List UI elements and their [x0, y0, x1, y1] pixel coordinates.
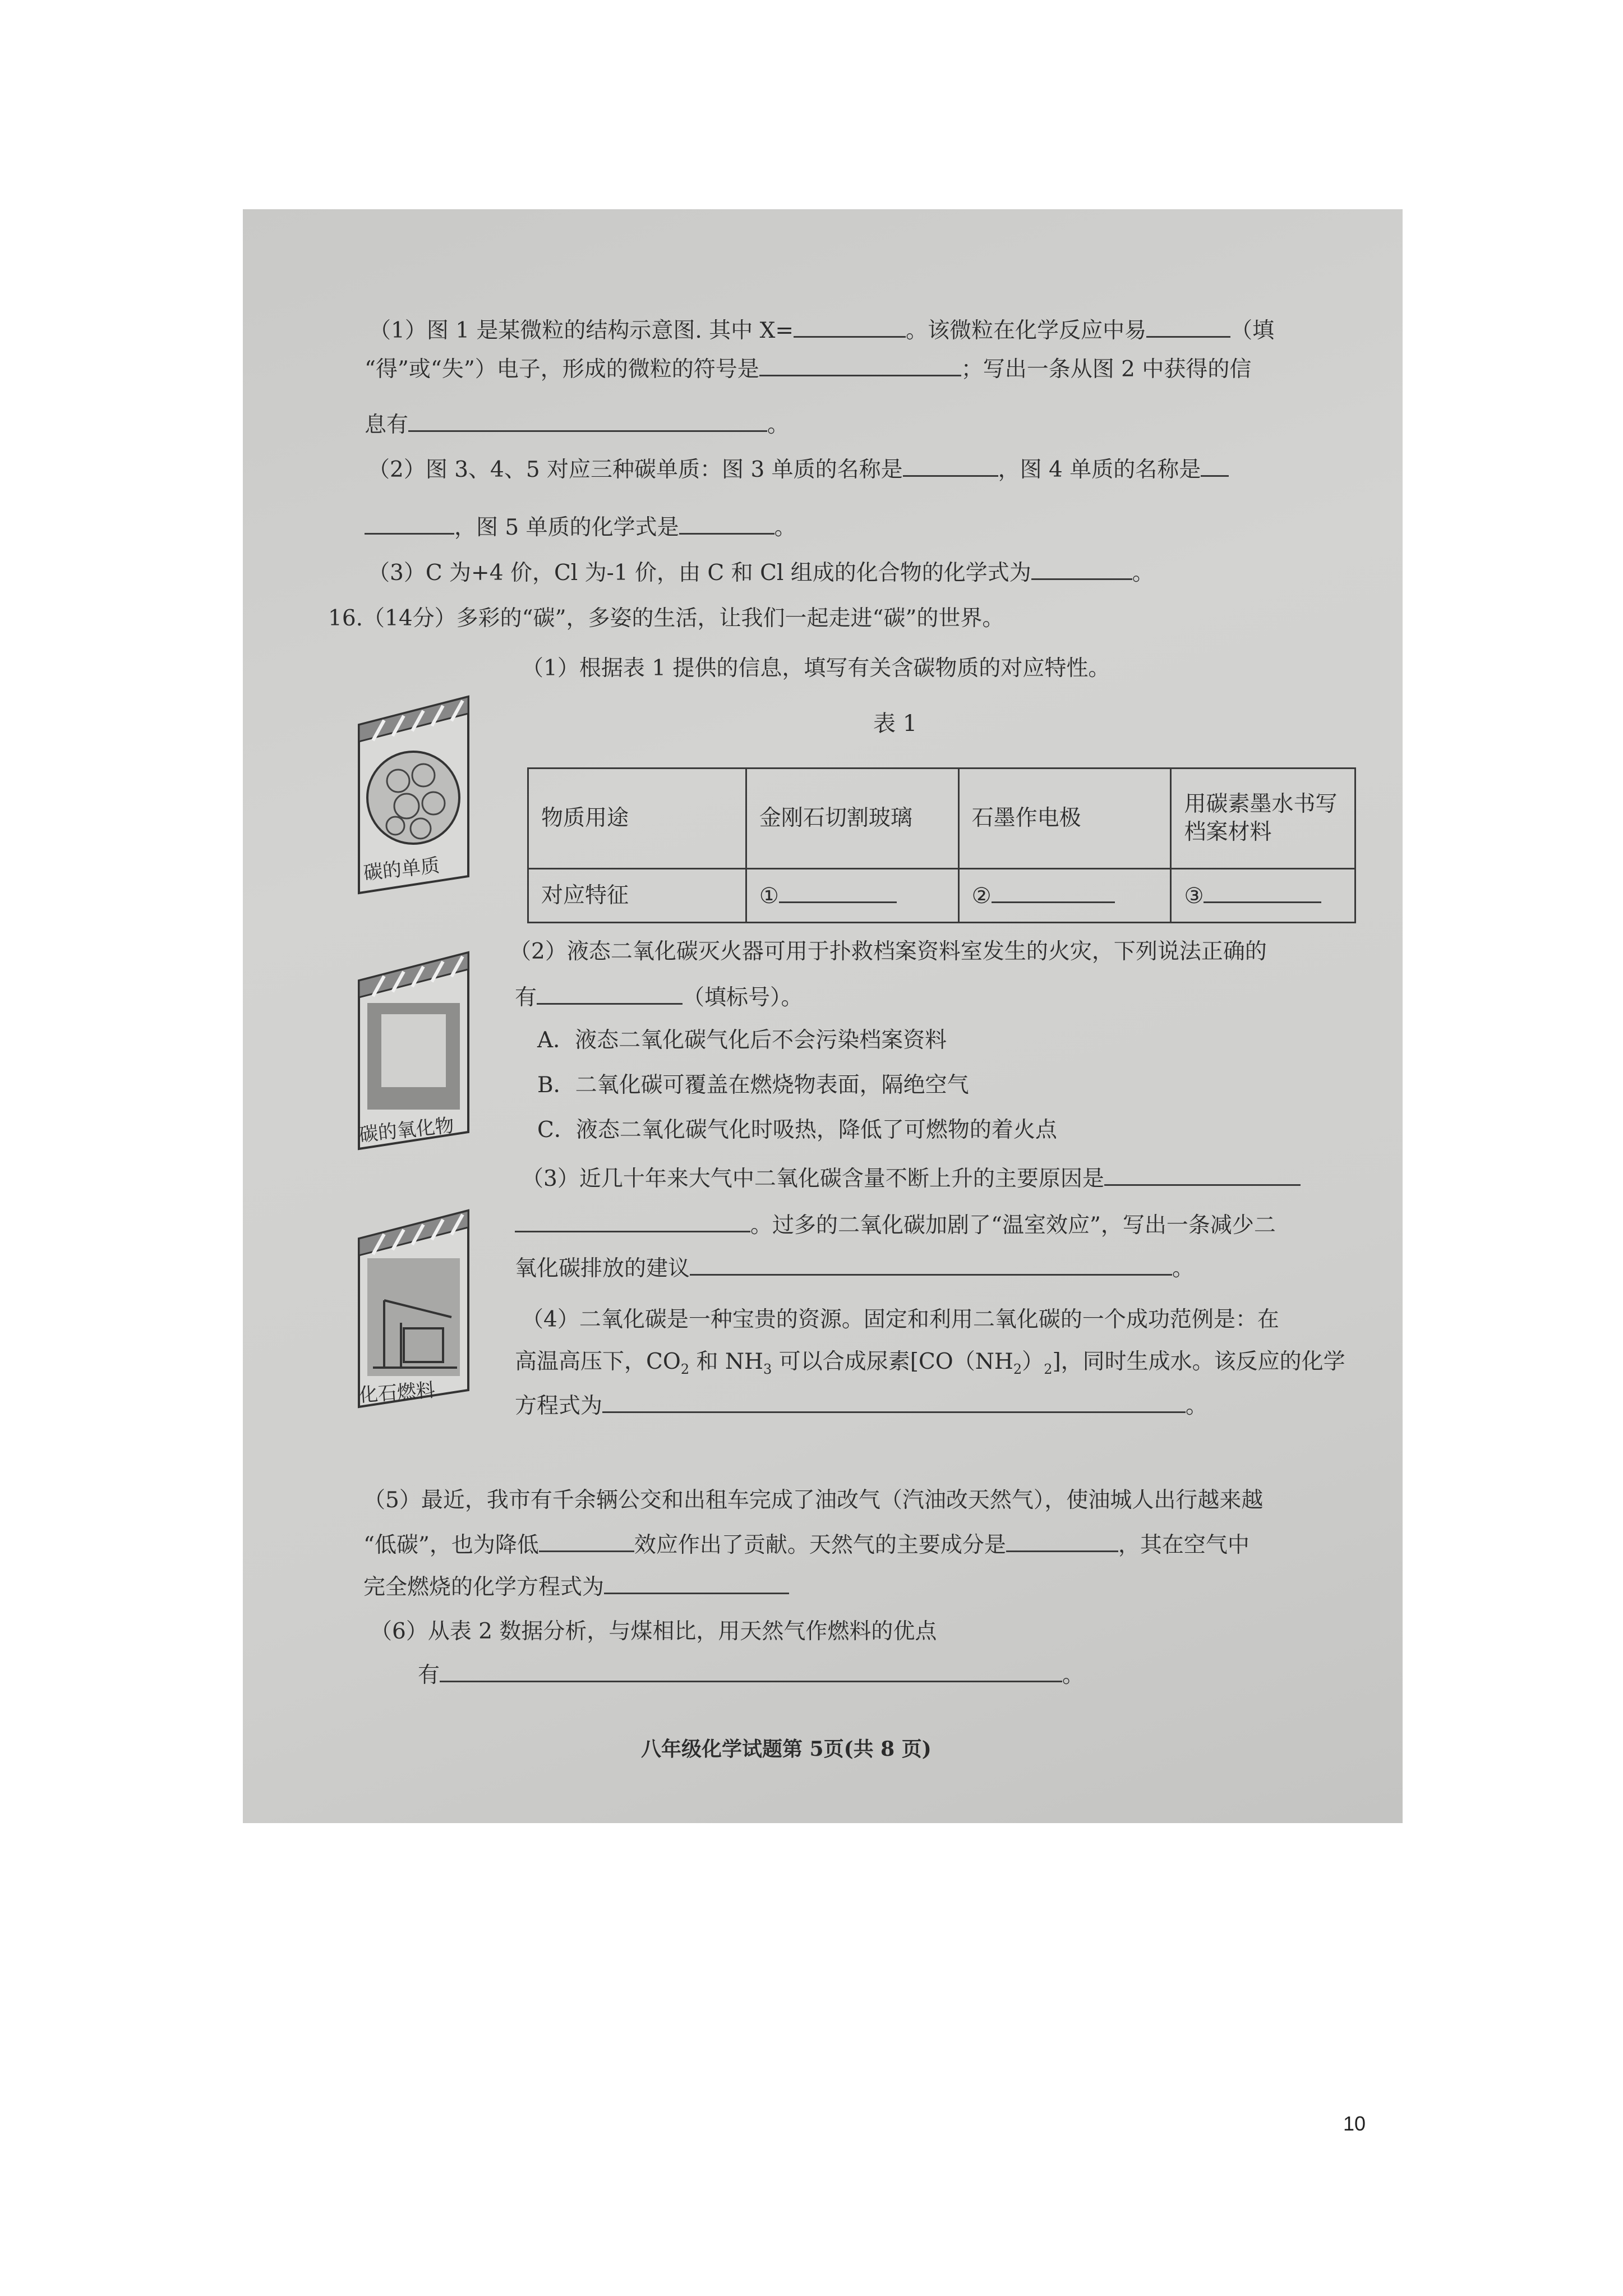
- table-caption: 表 1: [873, 711, 917, 737]
- answer-blank[interactable]: [1031, 558, 1132, 580]
- table-cell: 金刚石切割玻璃: [746, 769, 958, 869]
- q15-part3: （3）C 为+4 价，Cl 为-1 价，由 C 和 Cl 组成的化合物的化学式为 。: [368, 558, 1154, 587]
- q16-title: 16.（14分）多彩的“碳”，多姿的生活，让我们一起走进“碳”的世界。: [328, 606, 1004, 631]
- table-row: [528, 869, 1355, 923]
- answer-blank[interactable]: [440, 1660, 1062, 1682]
- carbon-oxide-label: 碳的氧化物: [358, 1114, 455, 1147]
- table-cell: 石墨作电极: [958, 769, 1171, 869]
- table-cell: 物质用途: [528, 769, 746, 869]
- carbon-element-label: 碳的单质: [362, 854, 441, 885]
- option-b: B．二氧化碳可覆盖在燃烧物表面，隔绝空气: [537, 1073, 969, 1098]
- answer-blank[interactable]: [1104, 1164, 1301, 1186]
- q16-part4-line3: 方程式为 。: [515, 1391, 1207, 1420]
- q15-part1-line2: “得”或“失”）电子，形成的微粒的符号是 ；写出一条从图 2 中获得的信: [365, 355, 1251, 384]
- q15-part1-line3: 息有 。: [365, 410, 789, 439]
- q16-part2-line1: （2）液态二氧化碳灭火器可用于扑救档案资料室发生的火灾，下列说法正确的: [509, 939, 1267, 964]
- q16-part3-line2: 。过多的二氧化碳加剧了“温室效应”，写出一条减少二: [515, 1211, 1276, 1240]
- table-cell[interactable]: ③: [1171, 869, 1355, 923]
- answer-blank[interactable]: [1201, 455, 1229, 477]
- table-cell[interactable]: ①: [746, 869, 958, 923]
- answer-blank[interactable]: [604, 1572, 789, 1594]
- answer-blank[interactable]: [679, 513, 774, 535]
- q16-part2-line2: 有 （填标号）。: [515, 983, 803, 1012]
- table-row: [528, 769, 1355, 869]
- table-cell: 用碳素墨水书写档案材料: [1171, 769, 1355, 869]
- answer-blank[interactable]: [365, 513, 454, 535]
- option-c: C．液态二氧化碳气化时吸热，降低了可燃物的着火点: [537, 1117, 1057, 1143]
- answer-blank[interactable]: [602, 1391, 1186, 1413]
- option-a: A．液态二氧化碳气化后不会污染档案资料: [537, 1028, 947, 1053]
- q15-part2-line2: ，图 5 单质的化学式是 。: [365, 513, 796, 542]
- q16-part5-line1: （5）最近，我市有千余辆公交和出租车完成了油改气（汽油改天然气），使油城人出行越来越: [363, 1488, 1264, 1513]
- q16-part3-line3: 氧化碳排放的建议 。: [515, 1254, 1194, 1283]
- q16-part5-line2: “低碳”，也为降低 效应作出了贡献。天然气的主要成分是 ，其在空气中: [363, 1530, 1249, 1559]
- q16-part5-line3: 完全燃烧的化学方程式为: [363, 1572, 789, 1602]
- answer-blank[interactable]: [408, 410, 767, 432]
- answer-blank[interactable]: [1146, 316, 1230, 338]
- q16-part6-line1: （6）从表 2 数据分析，与煤相比，用天然气作燃料的优点: [370, 1619, 937, 1644]
- q15-part2-line1: （2）图 3、4、5 对应三种碳单质：图 3 单质的名称是 ，图 4 单质的名称是: [368, 455, 1229, 484]
- page-footer: 八年级化学试题第 5页(共 8 页): [641, 1737, 932, 1761]
- q16-part4-line2: 高温高压下，$CO_2$ 和 $NH_3$ 可以合成尿素$[CO(NH_2)_2]$，同时生成水。该反应的化学: [515, 1349, 1345, 1377]
- q16-part4-line1: （4）二氧化碳是一种宝贵的资源。固定和利用二氧化碳的一个成功范例是：在: [522, 1307, 1279, 1332]
- q16-part1: （1）根据表 1 提供的信息，填写有关含碳物质的对应特性。: [522, 656, 1110, 681]
- table-cell: 对应特征: [528, 869, 746, 923]
- page-number: 10: [1343, 2112, 1366, 2135]
- q16-part3-line1: （3）近几十年来大气中二氧化碳含量不断上升的主要原因是: [522, 1164, 1301, 1193]
- fossil-fuel-label: 化石燃料: [358, 1379, 436, 1407]
- answer-blank[interactable]: [690, 1254, 1172, 1276]
- answer-blank[interactable]: [903, 455, 998, 477]
- q15-part1-line1: （1）图 1 是某微粒的结构示意图. 其中 X= 。该微粒在化学反应中易 （填: [369, 316, 1274, 345]
- answer-blank[interactable]: [794, 316, 906, 338]
- answer-blank[interactable]: [779, 881, 897, 903]
- answer-blank[interactable]: [992, 881, 1115, 903]
- table-1: [527, 767, 1356, 923]
- answer-blank[interactable]: [539, 1530, 634, 1552]
- table-cell[interactable]: ②: [958, 869, 1171, 923]
- answer-blank[interactable]: [537, 983, 683, 1005]
- q16-part6-line2: 有 。: [418, 1660, 1084, 1690]
- answer-blank[interactable]: [1006, 1530, 1118, 1552]
- answer-blank[interactable]: [1204, 881, 1321, 903]
- answer-blank[interactable]: [759, 355, 961, 376]
- answer-blank[interactable]: [515, 1211, 750, 1232]
